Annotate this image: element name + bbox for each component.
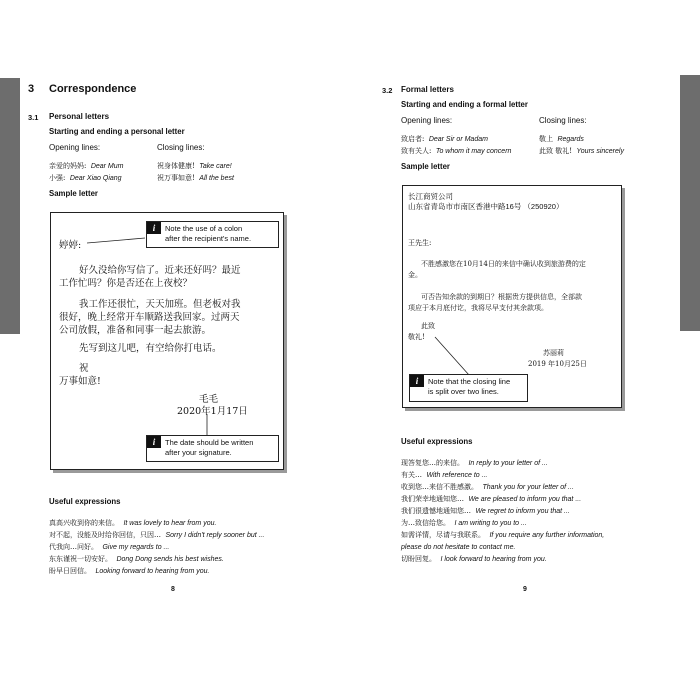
opening-line: 小强: Dear Xiao Qiang	[49, 174, 122, 182]
opening-lines-header: Opening lines:	[401, 116, 453, 125]
closing-line: 此致 敬礼! Yours sincerely	[539, 147, 624, 155]
expression-item: 代我向…问好。 Give my regards to ...	[49, 543, 170, 551]
expression-item: 盼早日回信。 Looking forward to hearing from you.	[49, 567, 210, 575]
opening-line: 致启者: Dear Sir or Madam	[401, 135, 488, 143]
section-title: Formal letters	[401, 85, 454, 94]
letter-closing: 此致	[421, 322, 435, 330]
expression-item: 切盼回复。 I look forward to hearing from you.	[401, 555, 547, 563]
note-text: Note the use of a colon	[165, 224, 243, 233]
company-name: 长江商贸公司	[408, 192, 453, 201]
section-title: Personal letters	[49, 112, 110, 121]
closing-lines-header: Closing lines:	[539, 116, 587, 125]
opening-lines-header: Opening lines:	[49, 143, 101, 152]
note-box-colon	[146, 221, 279, 248]
note-pointer-line	[87, 235, 147, 245]
expression-item: 有关… With reference to ...	[401, 471, 488, 479]
expression-item-continued: please do not hesitate to contact me.	[401, 544, 516, 551]
letter-text: 金。	[408, 271, 422, 279]
subheading: Starting and ending a personal letter	[49, 127, 185, 136]
expression-item: 如需详情，尽请与我联系。 If you require any further information,	[401, 531, 605, 539]
letter-text: 好久没给你写信了。近来还好吗？最近	[79, 265, 241, 276]
closing-line: 祝万事如意! All the best	[157, 174, 234, 182]
expression-item: 为…致信给您。 I am writing to you to ...	[401, 519, 527, 527]
letter-date: 2020年1月17日	[177, 406, 248, 417]
letter-text: 项应于本月底付讫，我将尽早支付其余款项。	[408, 304, 548, 312]
expression-item: 对不起，没能及时给你回信，只因… Sorry I didn't reply sooner but ...	[49, 531, 265, 539]
closing-lines-header: Closing lines:	[157, 143, 205, 152]
info-icon: i	[410, 375, 424, 387]
subheading: Starting and ending a formal letter	[401, 100, 528, 109]
right-page	[365, 0, 680, 700]
letter-text: 很好，晚上经常开车顺路送我回家。过两天	[59, 312, 240, 323]
chapter-tab-left	[0, 78, 20, 334]
sample-letter-heading: Sample letter	[49, 189, 98, 198]
company-address: 山东省青岛市市南区香港中路16号 （250920）	[408, 202, 564, 211]
useful-expressions-heading: Useful expressions	[401, 437, 473, 446]
closing-line: 祝身体健康! Take care!	[157, 162, 232, 170]
note-text: The date should be written	[165, 438, 254, 447]
letter-text: 可否告知余款的到期日？根据贵方提供信息，全部款	[421, 293, 582, 301]
section-number: 3.1	[28, 113, 39, 122]
note-pointer-line	[204, 414, 210, 436]
left-page	[20, 0, 345, 700]
note-pointer-line	[433, 335, 473, 377]
page-number: 9	[523, 586, 527, 593]
note-box-closing	[409, 374, 528, 402]
note-text: after your signature.	[165, 448, 232, 457]
expression-item: 真高兴收到你的来信。 It was lovely to hear from you.	[49, 519, 217, 527]
opening-line: 亲爱的妈妈: Dear Mum	[49, 162, 124, 170]
chapter-title: Correspondence	[49, 83, 137, 95]
letter-closing: 祝	[79, 363, 89, 374]
expression-item: 我们很遗憾地通知您… We regret to inform you that ...	[401, 507, 570, 515]
page-number: 8	[171, 586, 175, 593]
info-icon: i	[147, 222, 161, 234]
letter-text: 工作忙吗？你是否还在上夜校？	[59, 278, 193, 289]
letter-text: 我工作还很忙，天天加班。但老板对我	[79, 299, 241, 310]
letter-text: 不胜感激您在10月14日的来信中确认收到旅游费的定	[421, 260, 586, 268]
expression-item: 我们荣幸地通知您… We are pleased to inform you that ...	[401, 495, 582, 503]
closing-line: 敬上 Regards	[539, 135, 584, 143]
note-text: Note that the closing line	[428, 377, 511, 386]
useful-expressions-heading: Useful expressions	[49, 497, 121, 506]
chapter-tab-right	[680, 75, 700, 331]
letter-closing: 敬礼!	[408, 333, 425, 341]
sample-letter-box	[402, 185, 622, 408]
sample-letter-heading: Sample letter	[401, 162, 450, 171]
letter-signature: 苏丽莉	[543, 349, 564, 357]
note-text: after the recipient's name.	[165, 234, 252, 243]
note-text: is split over two lines.	[428, 387, 499, 396]
sample-letter-box	[50, 212, 284, 470]
opening-line: 致有关人: To whom it may concern	[401, 147, 512, 155]
note-box-date	[146, 435, 279, 462]
letter-text: 公司放假，准备和同事一起去旅游。	[59, 325, 212, 336]
expression-item: 现答复您…的来信。 In reply to your letter of ...	[401, 459, 548, 467]
letter-signature: 毛毛	[199, 394, 219, 405]
letter-greeting: 王先生:	[408, 239, 432, 247]
expression-item: 收到您…来信不胜感激。 Thank you for your letter of ...	[401, 483, 574, 491]
letter-closing: 万事如意!	[59, 376, 101, 387]
info-icon: i	[147, 436, 161, 448]
letter-greeting: 婷婷:	[59, 240, 82, 251]
letter-date: 2019 年10月25日	[528, 360, 587, 368]
letter-text: 先写到这儿吧，有空给你打电话。	[79, 343, 222, 354]
expression-item: 东东谨祝一切安好。 Dong Dong sends his best wishes.	[49, 555, 224, 563]
section-number: 3.2	[382, 86, 393, 95]
chapter-number: 3	[28, 83, 35, 95]
